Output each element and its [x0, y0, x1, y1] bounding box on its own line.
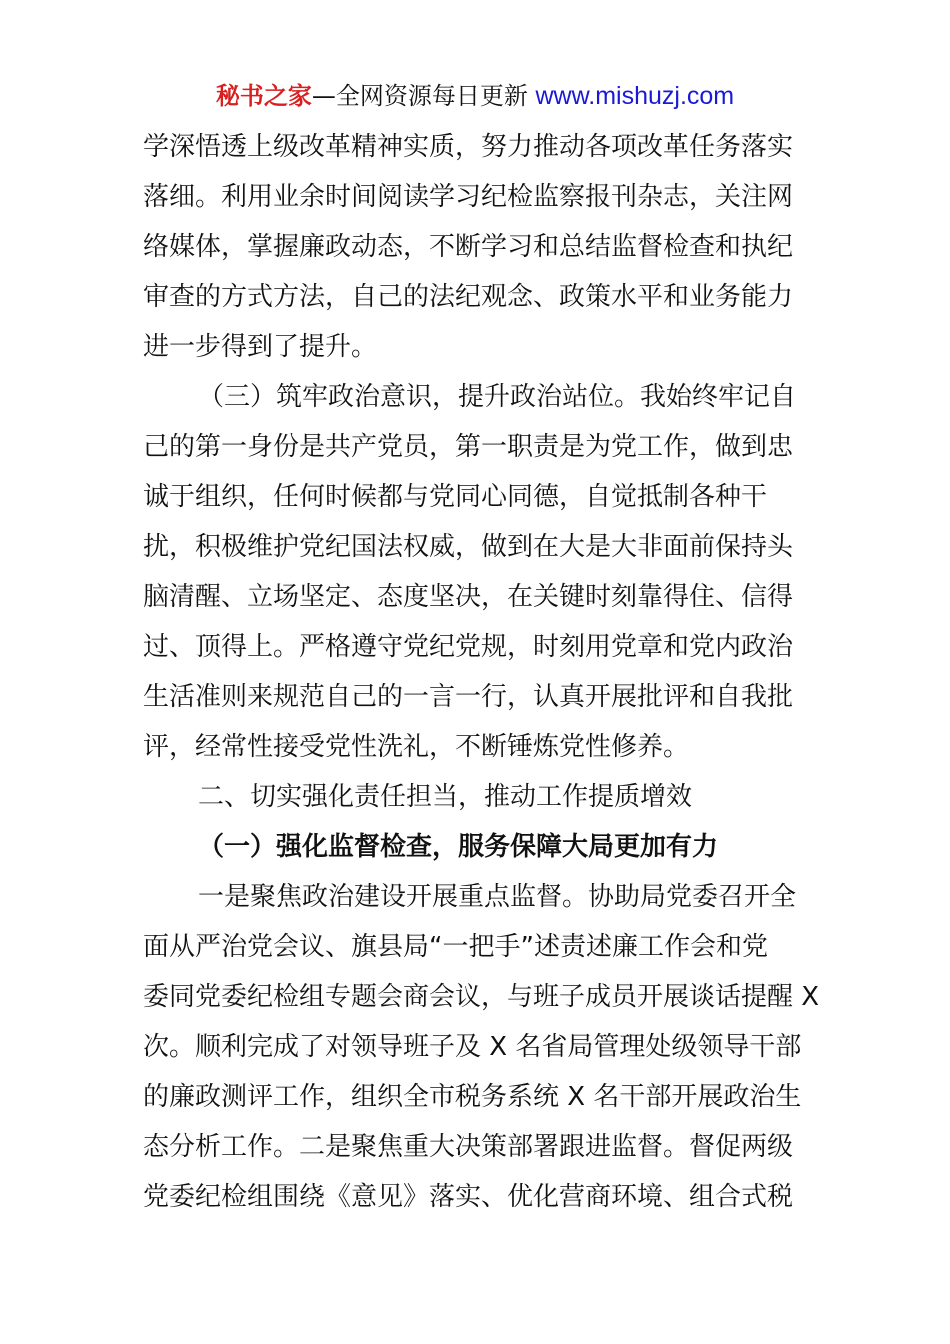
text-line: （三）筑牢政治意识，提升政治站位。我始终牢记自: [198, 382, 797, 412]
text-line: 学深悟透上级改革精神实质，努力推动各项改革任务落实: [143, 132, 794, 162]
text-line: 面从严治党会议、旗县局“一把手”述责述廉工作会和党: [143, 932, 768, 962]
header-tagline: 全网资源每日更新: [335, 82, 536, 110]
text-line: 的廉政测评工作，组织全市税务系统 X 名干部开展政治生: [143, 1082, 802, 1112]
text-line: 络媒体，掌握廉政动态，不断学习和总结监督检查和执纪: [143, 232, 794, 262]
section-heading: 二、切实强化责任担当，推动工作提质增效: [198, 782, 693, 812]
text-line: 次。顺利完成了对领导班子及 X 名省局管理处级领导干部: [143, 1032, 802, 1062]
text-line: 落细。利用业余时间阅读学习纪检监察报刊杂志，关注网: [143, 182, 794, 212]
text-line: 过、顶得上。严格遵守党纪党规，时刻用党章和党内政治: [143, 632, 794, 662]
text-line: 态分析工作。二是聚焦重大决策部署跟进监督。督促两级: [143, 1132, 794, 1162]
site-header: [0, 78, 950, 114]
text-line: 脑清醒、立场坚定、态度坚决，在关键时刻靠得住、信得: [143, 582, 794, 612]
text-line: 生活准则来规范自己的一言一行，认真开展批评和自我批: [143, 682, 794, 712]
text-line: 党委纪检组围绕《意见》落实、优化营商环境、组合式税: [143, 1182, 794, 1212]
text-line: 一是聚焦政治建设开展重点监督。协助局党委召开全: [198, 882, 797, 912]
header-dash: —: [311, 82, 336, 110]
text-line: 扰，积极维护党纪国法权威，做到在大是大非面前保持头: [143, 532, 794, 562]
site-url[interactable]: www.mishuzj.com: [535, 82, 735, 110]
text-line: 审查的方式方法，自己的法纪观念、政策水平和业务能力: [143, 282, 794, 312]
text-line: 委同党委纪检组专题会商会议，与班子成员开展谈话提醒 X: [143, 982, 820, 1012]
text-line: 进一步得到了提升。: [143, 332, 378, 362]
text-line: 诚于组织，任何时候都与党同心同德，自觉抵制各种干: [143, 482, 768, 512]
document-body: [143, 122, 820, 1222]
subsection-heading: （一）强化监督检查，服务保障大局更加有力: [198, 832, 719, 862]
brand-name: 秘书之家: [215, 82, 312, 110]
text-line: 评，经常性接受党性洗礼，不断锤炼党性修养。: [143, 732, 690, 762]
text-line: 己的第一身份是共产党员，第一职责是为党工作，做到忠: [143, 432, 794, 462]
